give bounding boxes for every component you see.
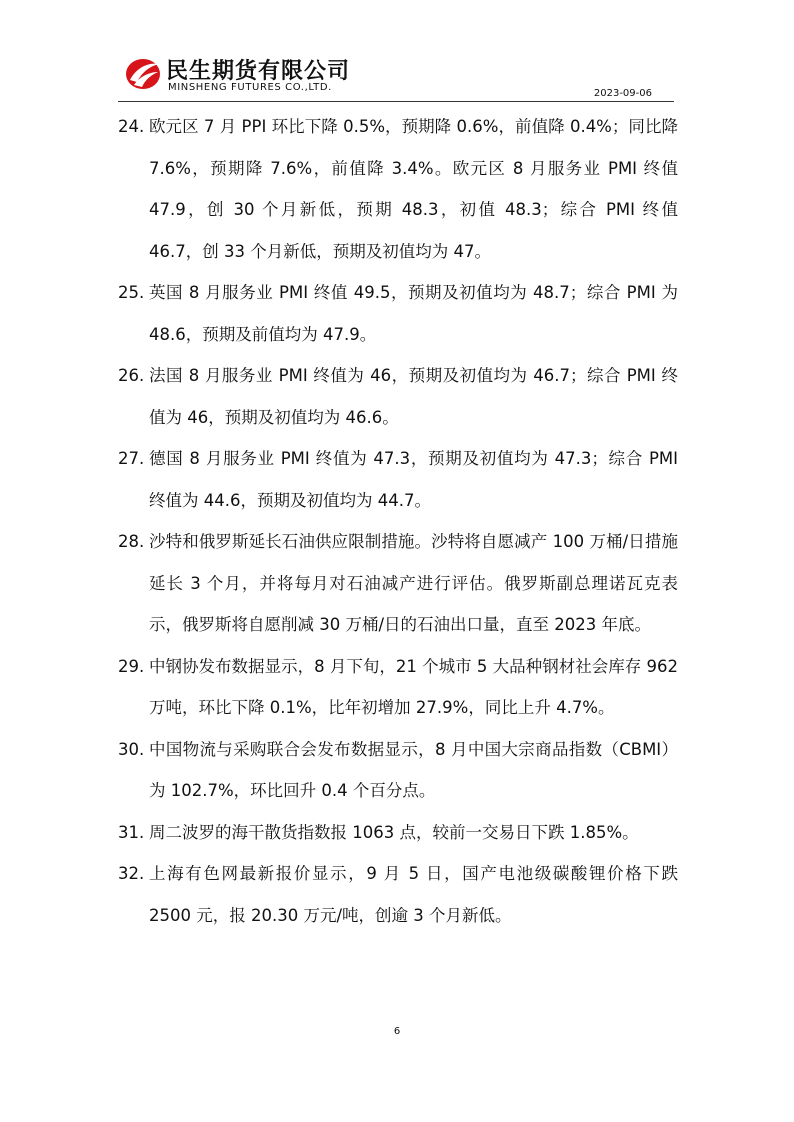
item-number: 31. (118, 822, 145, 842)
item-number: 24. (118, 117, 145, 136)
item-text: 欧元区 7 月 PPI 环比下降 0.5%，预期降 0.6%，前值降 0.4%；同比降 7.6%，预期降 7.6%，前值降 3.4%。欧元区 8 月服务业 PMI 终值 47.9，创 30 个月新低，预期 48.3，初值 48.3；综合 PMI 终值 46.7，创 33 个月新低，预期及初值均为 47。 (149, 117, 678, 261)
list-item (118, 729, 678, 812)
list-item (118, 272, 678, 355)
item-number: 28. (118, 532, 145, 551)
item-text: 沙特和俄罗斯延长石油供应限制措施。沙特将自愿减产 100 万桶/日措施延长 3 个月，并将每月对石油减产进行评估。俄罗斯副总理诺瓦克表示，俄罗斯将自愿削减 30 万桶/日的石油出口量，直至 2023 年底。 (149, 532, 678, 634)
item-text: 中钢协发布数据显示，8 月下旬，21 个城市 5 大品种钢材社会库存 962 万吨，环比下降 0.1%，比年初增加 27.9%，同比上升 4.7%。 (149, 656, 678, 717)
list-item (118, 438, 678, 521)
company-name-cn: 民生期货有限公司 (166, 59, 351, 84)
item-number: 30. (118, 739, 145, 759)
item-text: 法国 8 月服务业 PMI 终值为 46，预期及初值均为 46.7；综合 PMI 终值为 46，预期及初值均为 46.6。 (149, 366, 678, 427)
list-item (118, 521, 678, 646)
item-text: 英国 8 月服务业 PMI 终值 49.5，预期及初值均为 48.7；综合 PMI 为 48.6，预期及前值均为 47.9。 (149, 283, 678, 344)
item-number: 29. (118, 656, 145, 676)
item-text: 德国 8 月服务业 PMI 终值为 47.3，预期及初值均为 47.3；综合 PMI 终值为 44.6，预期及初值均为 44.7。 (149, 449, 678, 510)
list-item (118, 106, 678, 272)
header-divider (118, 101, 674, 102)
report-date: 2023-09-06 (593, 88, 652, 99)
list-item (118, 646, 678, 729)
item-number: 32. (118, 864, 145, 883)
item-text: 周二波罗的海干散货指数报 1063 点，较前一交易日下跌 1.85%。 (149, 822, 639, 842)
item-text: 上海有色网最新报价显示，9 月 5 日，国产电池级碳酸锂价格下跌 2500 元，报 20.30 万元/吨，创逾 3 个月新低。 (149, 864, 678, 925)
item-number: 27. (118, 449, 145, 468)
company-name-en: MINSHENG FUTURES CO.,LTD. (168, 82, 332, 93)
company-logo-icon (124, 56, 162, 92)
item-number: 26. (118, 366, 145, 385)
list-item (118, 853, 678, 936)
item-text: 中国物流与采购联合会发布数据显示，8 月中国大宗商品指数（CBMI）为 102.7%，环比回升 0.4 个百分点。 (149, 739, 678, 800)
page-number: 6 (393, 1026, 401, 1037)
news-list (118, 106, 678, 936)
page-header (122, 54, 674, 102)
list-item (118, 812, 678, 854)
list-item (118, 355, 678, 438)
item-number: 25. (118, 283, 145, 302)
